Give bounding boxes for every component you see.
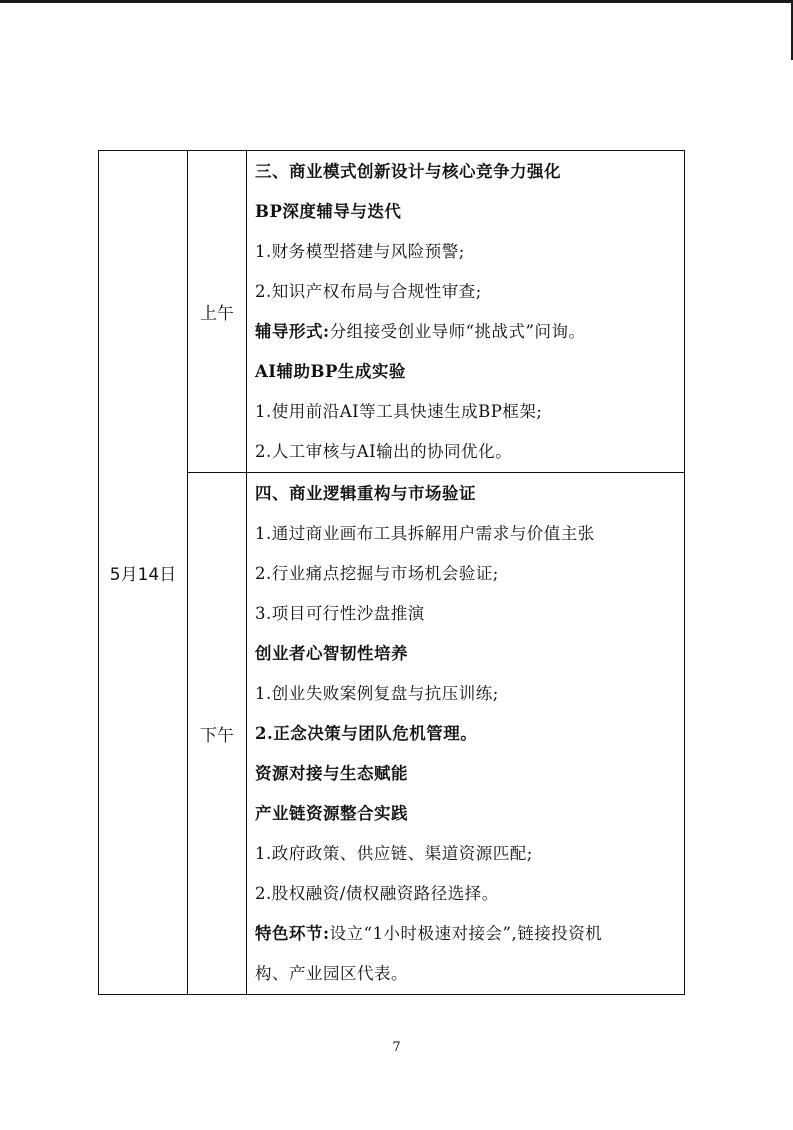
afternoon-line-2: 1.通过商业画布工具拆解用户需求与价值主张 bbox=[255, 524, 595, 543]
date-cell bbox=[99, 151, 188, 995]
scan-top-edge bbox=[0, 0, 793, 3]
afternoon-line-11: 2.股权融资/债权融资路径选择。 bbox=[255, 884, 499, 903]
morning-line-7: 1.使用前沿AI等工具快速生成BP框架; bbox=[255, 402, 543, 421]
afternoon-line-3: 2.行业痛点挖掘与市场机会验证; bbox=[255, 564, 499, 583]
afternoon-line-8: 资源对接与生态赋能 bbox=[255, 764, 408, 783]
schedule-table bbox=[98, 150, 685, 995]
table-row-morning bbox=[99, 151, 685, 473]
morning-line-5-label: 辅导形式: bbox=[255, 322, 330, 341]
session-cell-morning bbox=[188, 151, 247, 473]
afternoon-line-13: 构、产业园区代表。 bbox=[255, 964, 408, 983]
afternoon-line-5: 创业者心智韧性培养 bbox=[255, 644, 408, 663]
morning-line-4: 2.知识产权布局与合规性审查; bbox=[255, 282, 482, 301]
afternoon-line-4: 3.项目可行性沙盘推演 bbox=[255, 604, 425, 623]
morning-line-8: 2.人工审核与AI输出的协同优化。 bbox=[255, 442, 513, 461]
morning-line-2: BP深度辅导与迭代 bbox=[255, 202, 402, 221]
page-number: 7 bbox=[392, 1040, 401, 1055]
afternoon-line-9: 产业链资源整合实践 bbox=[255, 804, 408, 823]
afternoon-line-12-text: 设立“1小时极速对接会”,链接投资机 bbox=[329, 924, 603, 943]
morning-line-1: 三、商业模式创新设计与核心竞争力强化 bbox=[255, 162, 561, 181]
date-label: 5月14日 bbox=[109, 565, 177, 585]
morning-line-5-text: 分组接受创业导师“挑战式”问询。 bbox=[329, 322, 586, 341]
morning-line-6: AI辅助BP生成实验 bbox=[255, 362, 406, 381]
content-cell-afternoon bbox=[247, 473, 685, 995]
afternoon-line-7: 2.正念决策与团队危机管理。 bbox=[255, 724, 478, 743]
session-cell-afternoon bbox=[188, 473, 247, 995]
afternoon-line-1: 四、商业逻辑重构与市场验证 bbox=[255, 484, 476, 503]
morning-line-3: 1.财务模型搭建与风险预警; bbox=[255, 242, 465, 261]
content-cell-morning bbox=[247, 151, 685, 473]
afternoon-line-12 bbox=[255, 914, 672, 954]
afternoon-line-6: 1.创业失败案例复盘与抗压训练; bbox=[255, 684, 499, 703]
session-label-afternoon: 下午 bbox=[200, 726, 234, 746]
afternoon-line-10: 1.政府政策、供应链、渠道资源匹配; bbox=[255, 844, 533, 863]
session-label-morning: 上午 bbox=[200, 304, 234, 324]
afternoon-line-12-label: 特色环节: bbox=[255, 924, 330, 943]
morning-line-5 bbox=[255, 312, 672, 352]
